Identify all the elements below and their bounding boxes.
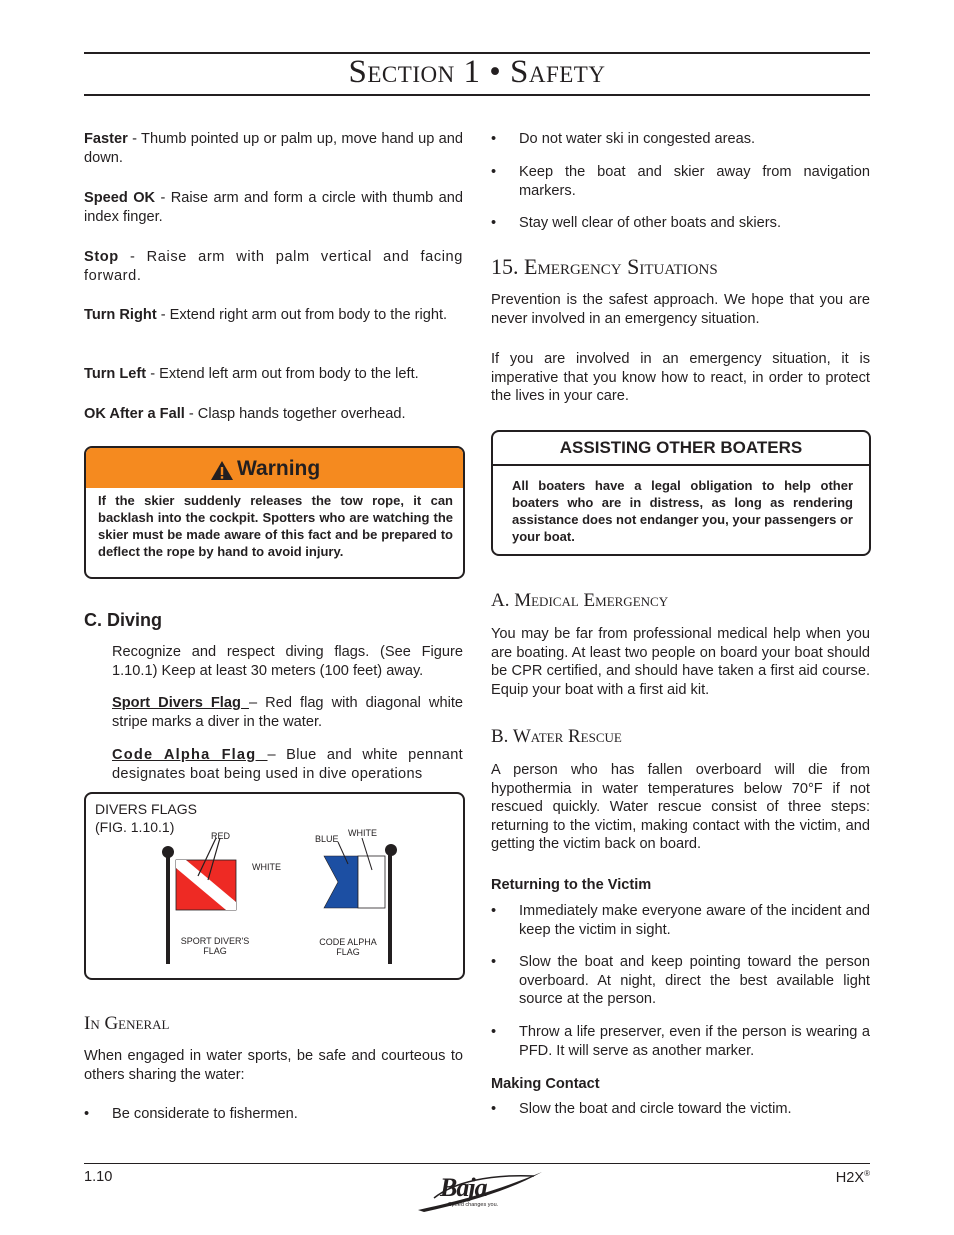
label-blue: BLUE bbox=[315, 834, 339, 844]
water-rescue-text: A person who has fallen overboard will die from hypothermia in water temperatures below 70°F if not rescued quickly. Water rescue consist of three steps: returning to the victim, making contact with the victim, and getting the victim back on board. bbox=[491, 762, 870, 852]
flags-illustration bbox=[86, 794, 463, 978]
signal-turn-left: Turn Left - Extend left arm out from body to the left. bbox=[84, 366, 419, 382]
baja-logo bbox=[414, 1168, 546, 1214]
signal-ok-after-fall: OK After a Fall - Clasp hands together overhead. bbox=[84, 406, 406, 422]
logo-wordmark: Baja bbox=[440, 1173, 487, 1202]
figure-title: DIVERS FLAGS bbox=[95, 801, 197, 817]
label-red: RED bbox=[211, 831, 231, 841]
assisting-title: ASSISTING OTHER BOATERS bbox=[493, 432, 869, 466]
in-general-text: When engaged in water sports, be safe and courteous to others sharing the water: bbox=[84, 1048, 463, 1083]
figure-caption: (FIG. 1.10.1) bbox=[95, 819, 175, 835]
signal-stop: Stop - Raise arm with palm vertical and facing forward. bbox=[84, 249, 463, 284]
diving-intro: Recognize and respect diving flags. (See Figure 1.10.1) Keep at least 30 meters (100 feet) away. bbox=[112, 644, 463, 679]
divers-flags-figure bbox=[84, 792, 465, 980]
warning-header bbox=[86, 448, 463, 488]
code-alpha-flag-desc: Code Alpha Flag – Blue and white pennant designates boat being used in dive operations bbox=[112, 747, 463, 782]
model-name: H2X® bbox=[835, 1169, 870, 1186]
diving-heading: C. Diving bbox=[84, 610, 163, 630]
label-code-alpha-flag: CODE ALPHA FLAG bbox=[319, 937, 377, 957]
making-contact-heading: Making Contact bbox=[491, 1076, 600, 1092]
warning-box bbox=[84, 446, 465, 579]
emergency-p2: If you are involved in an emergency situation, it is imperative that you know how to react, in order to protect the lives in your care. bbox=[491, 351, 870, 404]
returning-heading: Returning to the Victim bbox=[491, 877, 652, 893]
label-sport-divers-flag: SPORT DIVER'S FLAG bbox=[180, 936, 250, 956]
footer-rule bbox=[84, 1163, 870, 1164]
signal-turn-right: Turn Right - Extend right arm out from body to the right. bbox=[84, 307, 448, 323]
page-number: 1.10 bbox=[84, 1169, 113, 1185]
sport-divers-flag-desc: Sport Divers Flag – Red flag with diagonal white stripe marks a diver in the water. bbox=[112, 695, 463, 730]
assisting-other-boaters-box bbox=[491, 430, 871, 556]
emergency-p1: Prevention is the safest approach. We hope that you are never involved in an emergency situation. bbox=[491, 292, 870, 327]
emergency-heading: 15. Emergency Situations bbox=[491, 254, 718, 279]
warning-text: If the skier suddenly releases the tow rope, it can backlash into the cockpit. Spotters who are watching the skier must be made aware of this fact and be prepared to deflect the rope by hand to avoid injury. bbox=[98, 493, 453, 559]
water-rescue-heading: B. Water Rescue bbox=[491, 726, 622, 747]
signal-faster: Faster - Thumb pointed up or palm up, move hand up and down. bbox=[84, 131, 463, 166]
assisting-text: All boaters have a legal obligation to help other boaters who are in distress, as long as rendering assistance does not endanger you, your passengers or your boat. bbox=[512, 478, 853, 544]
label-white-sport: WHITE bbox=[252, 862, 281, 872]
label-white-code: WHITE bbox=[348, 828, 377, 838]
medical-heading: A. Medical Emergency bbox=[491, 590, 669, 611]
in-general-heading: In General bbox=[84, 1013, 170, 1034]
warning-triangle-icon bbox=[210, 460, 234, 481]
signal-speed-ok: Speed OK - Raise arm and form a circle with thumb and index finger. bbox=[84, 190, 463, 225]
medical-text: You may be far from professional medical help when you are boating. At least two people on board your boat should be CPR certified, and should have taken a first aid course. Equip your boat with a first aid kit. bbox=[491, 626, 870, 698]
logo-tagline: Speed changes you. bbox=[448, 1202, 499, 1208]
warning-title: Warning bbox=[237, 457, 321, 480]
header-bottom-rule bbox=[84, 94, 870, 96]
page-title: Section 1 • Safety bbox=[348, 54, 606, 90]
